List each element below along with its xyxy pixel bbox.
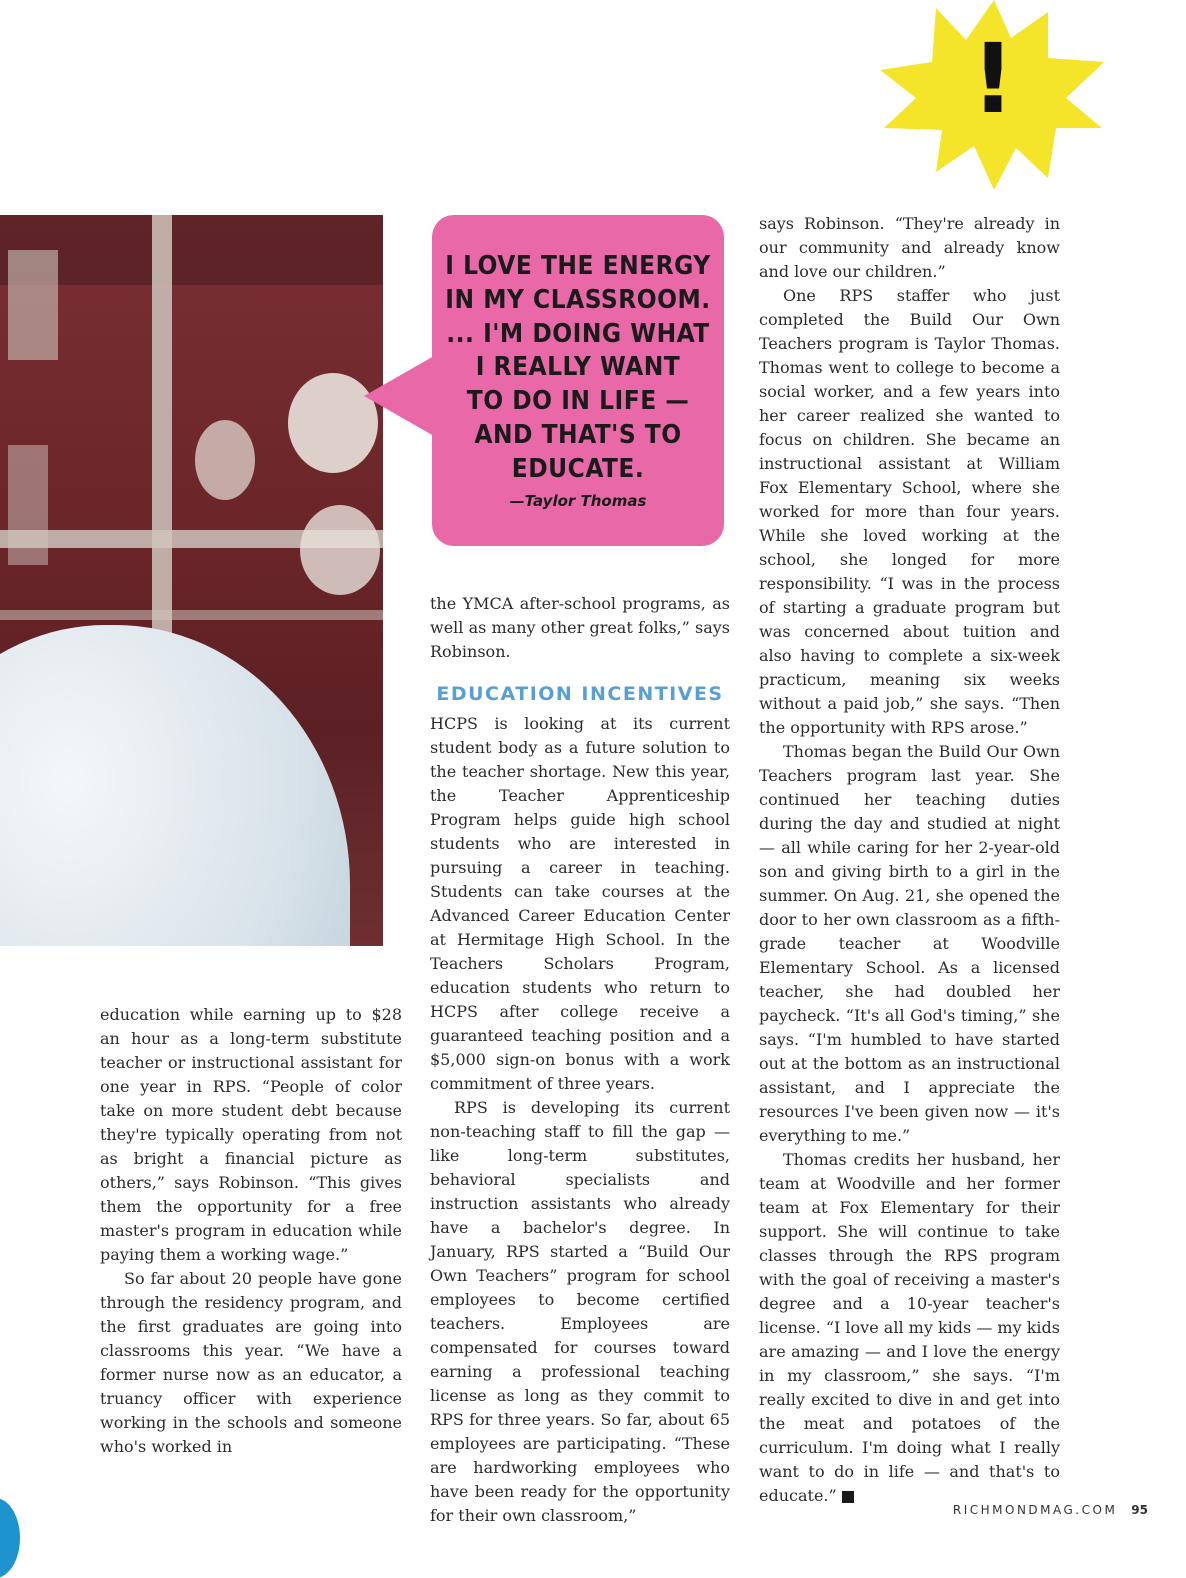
pull-quote-line: I LOVE THE ENERGY (445, 251, 711, 281)
page-footer (953, 1503, 1148, 1517)
article-paragraph (759, 1148, 1060, 1508)
pull-quote-attribution: —Taylor Thomas (509, 492, 647, 510)
article-column-3 (759, 212, 1060, 1508)
pull-quote (442, 250, 714, 487)
pull-quote-line: AND THAT'S TO (474, 419, 682, 450)
article-paragraph: says Robinson. “They're already in our community and already know and love our children.” (759, 214, 1060, 281)
article-paragraph: the YMCA after-school programs, as well as many other great folks,” says Robinson. (430, 594, 730, 661)
article-paragraph-text: Thomas credits her husband, her team at Woodville and her former team at Fox Elementary for their support. She will continue to take classes through the RPS program with the goal of receiving a master's degree and a 10-year teacher's license. “I love all my kids — my kids are amazing — and I love the energy in my classroom,” she says. “I'm really excited to dive in and get into the meat and potatoes of the curriculum. I'm doing what I really want to do in life — and that's to educate.” (759, 1150, 1060, 1505)
pull-quote-line: ... I'M DOING WHAT (446, 318, 710, 349)
article-column-1 (100, 1003, 402, 1459)
page-number: 95 (1131, 1503, 1148, 1517)
article-paragraph: So far about 20 people have gone through the residency program, and the first graduates are going into classrooms this year. “We have a former nurse now as an educator, a truancy officer with experience working in the schools and someone who's worked in (100, 1269, 402, 1456)
article-column-2 (430, 592, 730, 1528)
pull-quote-line: I REALLY WANT (475, 352, 681, 383)
exclamation-burst-icon (876, 0, 1106, 190)
speech-bubble-tail (364, 356, 434, 436)
exclamation-mark: ! (971, 23, 1015, 135)
article-paragraph: One RPS staffer who just completed the Build Our Own Teachers program is Taylor Thomas. Thomas went to college to become a social worker, and a few years into her career realized she wanted to focus on children. She became an instructional assistant at William Fox Elementary School, where she worked for more than four years. While she loved working at the school, she longed for more responsibility. “I was in the process of starting a graduate program but was concerned about tuition and also having to complete a six-week practicum, meaning six weeks without a paid job,” she says. “Then the opportunity with RPS arose.” (759, 286, 1060, 737)
end-mark-icon: R (842, 1491, 854, 1503)
footer-site: RICHMONDMAG.COM (952, 1503, 1118, 1517)
pull-quote-line: TO DO IN LIFE — (466, 386, 690, 417)
pull-quote-line: EDUCATE. (511, 453, 645, 484)
article-paragraph: education while earning up to $28 an hour as a long-term substitute teacher or instructional assistant for one year in RPS. “People of color take on more student debt because they're typically operating from not as bright a financial picture as others,” says Robinson. “This gives them the opportunity for a free master's program in education while paying them a working wage.” (100, 1005, 402, 1264)
article-paragraph: RPS is developing its current non-teaching staff to fill the gap — like long-term substitutes, behavioral specialists and instruction assistants who already have a bachelor's degree. In January, RPS started a “Build Our Own Teachers” program for school employees to become certified teachers. Employees are compensated for courses toward earning a professional teaching license as long as they commit to RPS for three years. So far, about 65 employees are participating. “These are hardworking employees who have been ready for the opportunity for their own classroom,” (430, 1098, 730, 1525)
article-photo (0, 215, 383, 946)
pull-quote-line: IN MY CLASSROOM. (445, 284, 711, 315)
article-paragraph: Thomas began the Build Our Own Teachers program last year. She continued her teaching duties during the day and studied at night — all while caring for her 2-year-old son and giving birth to a girl in the summer. On Aug. 21, she opened the door to her own classroom as a fifth-grade teacher at Woodville Elementary School. As a licensed teacher, she had doubled her paycheck. “It's all God's timing,” she says. “I'm humbled to have started out at the bottom as an instructional assistant, and I appreciate the resources I've been given now — it's everything to me.” (759, 742, 1060, 1145)
decorative-tab (0, 1498, 20, 1578)
article-paragraph: HCPS is looking at its current student body as a future solution to the teacher shortage. New this year, the Teacher Apprenticeship Program helps guide high school students who are interested in pursuing a career in teaching. Students can take courses at the Advanced Career Education Center at Hermitage High School. In the Teachers Scholars Program, education students who return to HCPS after college receive a guaranteed teaching position and a $5,000 sign-on bonus with a work commitment of three years. (430, 714, 730, 1093)
section-subhead: EDUCATION INCENTIVES (436, 683, 724, 705)
